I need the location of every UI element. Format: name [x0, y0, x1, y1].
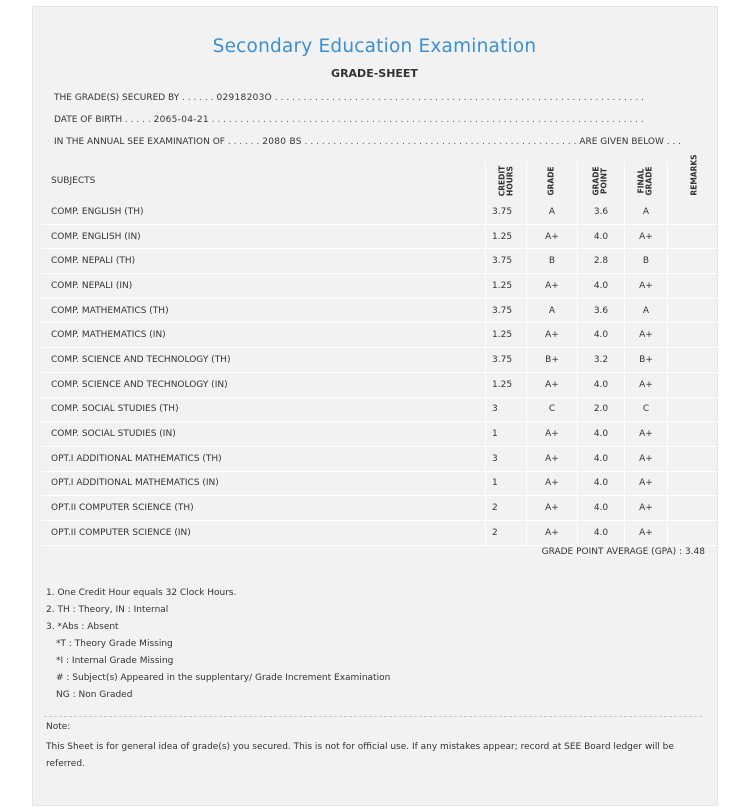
credit-cell: 1.25	[486, 274, 527, 299]
note-item: NG : Non Graded	[56, 690, 133, 700]
subject-cell: COMP. MATHEMATICS (IN)	[42, 323, 486, 348]
grade-cell: C	[527, 397, 578, 422]
grade-cell: A+	[527, 372, 578, 397]
grade-cell: A+	[527, 496, 578, 521]
final-grade-cell: A+	[625, 446, 668, 471]
credit-cell: 3.75	[486, 348, 527, 373]
grade-cell: A+	[527, 471, 578, 496]
table-row	[42, 446, 722, 471]
subject-cell: OPT.II COMPUTER SCIENCE (IN)	[42, 520, 486, 545]
credit-cell: 1	[486, 422, 527, 447]
table-header-row	[42, 162, 722, 200]
exam-suffix: ARE GIVEN BELOW . . .	[579, 137, 682, 147]
credit-cell: 1.25	[486, 372, 527, 397]
credit-hours-header: CREDIT HOURS	[486, 162, 527, 200]
credit-cell: 2	[486, 520, 527, 545]
divider	[44, 716, 702, 717]
subject-cell: OPT.I ADDITIONAL MATHEMATICS (TH)	[42, 446, 486, 471]
remarks-cell	[668, 422, 723, 447]
remarks-cell	[668, 224, 723, 249]
table-row	[42, 249, 722, 274]
exam-line: IN THE ANNUAL SEE EXAMINATION OF . . . . . . 2080 BS . . . . . . . . . . . . . . . . . . . . . . . . . . . . . . . . . . . . . . . . . . . . . . . . ARE GIVEN BELOW . . .	[54, 137, 682, 147]
remarks-cell	[668, 446, 723, 471]
symbol-number: 02918203O	[216, 93, 273, 103]
final-grade-cell: A+	[625, 422, 668, 447]
subject-cell: COMP. ENGLISH (IN)	[42, 224, 486, 249]
subject-cell: OPT.II COMPUTER SCIENCE (TH)	[42, 496, 486, 521]
credit-cell: 1.25	[486, 224, 527, 249]
final-grade-cell: A+	[625, 274, 668, 299]
exam-label: IN THE ANNUAL SEE EXAMINATION OF	[54, 137, 225, 147]
remarks-cell	[668, 496, 723, 521]
credit-cell: 3.75	[486, 200, 527, 224]
subject-cell: COMP. SCIENCE AND TECHNOLOGY (TH)	[42, 348, 486, 373]
grade-point-cell: 4.0	[578, 496, 625, 521]
final-grade-cell: A+	[625, 471, 668, 496]
gpa-summary	[542, 547, 705, 557]
grade-cell: A+	[527, 274, 578, 299]
subject-cell: COMP. ENGLISH (TH)	[42, 200, 486, 224]
final-grade-cell: A+	[625, 323, 668, 348]
grade-cell: A+	[527, 422, 578, 447]
table-row	[42, 200, 722, 224]
note-item: 3. *Abs : Absent	[46, 622, 119, 632]
grade-point-cell: 3.2	[578, 348, 625, 373]
note-item: # : Subject(s) Appeared in the supplentary/ Grade Increment Examination	[56, 673, 391, 683]
footer-note-label: Note:	[46, 722, 71, 732]
final-grade-cell: A+	[625, 224, 668, 249]
final-grade-cell: A+	[625, 372, 668, 397]
final-grade-cell: C	[625, 397, 668, 422]
subject-cell: COMP. NEPALI (IN)	[42, 274, 486, 299]
note-item: 2. TH : Theory, IN : Internal	[46, 605, 169, 615]
subject-cell: COMP. NEPALI (TH)	[42, 249, 486, 274]
credit-cell: 3	[486, 397, 527, 422]
remarks-cell	[668, 471, 723, 496]
table-row	[42, 372, 722, 397]
final-grade-cell: A+	[625, 520, 668, 545]
grade-point-cell: 4.0	[578, 323, 625, 348]
grade-cell: A	[527, 298, 578, 323]
grade-cell: A+	[527, 224, 578, 249]
grade-cell: A+	[527, 323, 578, 348]
gpa-value: 3.48	[684, 547, 705, 557]
grade-cell: A+	[527, 446, 578, 471]
table-row	[42, 496, 722, 521]
page-title: Secondary Education Examination	[212, 36, 537, 57]
final-grade-header: FINAL GRADE	[625, 162, 668, 200]
remarks-cell	[668, 200, 723, 224]
remarks-cell	[668, 323, 723, 348]
remarks-cell	[668, 249, 723, 274]
footer-note-text: This Sheet is for general idea of grade(s) you secured. This is not for official use. If any mistakes appear; record at SEE Board ledger will be referred.	[46, 742, 674, 769]
subject-cell: COMP. SCIENCE AND TECHNOLOGY (IN)	[42, 372, 486, 397]
remarks-cell	[668, 298, 723, 323]
note-item: 1. One Credit Hour equals 32 Clock Hours.	[46, 588, 237, 598]
remarks-cell	[668, 274, 723, 299]
grade-point-cell: 4.0	[578, 520, 625, 545]
secured-by-label: THE GRADE(S) SECURED BY	[54, 93, 180, 103]
table-row	[42, 348, 722, 373]
grade-point-cell: 2.0	[578, 397, 625, 422]
table-row	[42, 397, 722, 422]
table-row	[42, 298, 722, 323]
subject-cell: COMP. SOCIAL STUDIES (IN)	[42, 422, 486, 447]
grade-point-cell: 2.8	[578, 249, 625, 274]
credit-cell: 1	[486, 471, 527, 496]
grade-point-cell: 4.0	[578, 471, 625, 496]
remarks-cell	[668, 520, 723, 545]
sheet-subtitle: GRADE-SHEET	[331, 67, 418, 80]
grade-point-cell: 4.0	[578, 372, 625, 397]
table-row	[42, 422, 722, 447]
final-grade-cell: A	[625, 298, 668, 323]
exam-year: 2080 BS	[262, 137, 302, 147]
table-row	[42, 471, 722, 496]
grade-point-cell: 4.0	[578, 224, 625, 249]
table-row	[42, 520, 722, 545]
remarks-cell	[668, 348, 723, 373]
dob-label: DATE OF BIRTH	[54, 115, 123, 125]
note-item: *T : Theory Grade Missing	[56, 639, 173, 649]
credit-cell: 1.25	[486, 323, 527, 348]
remarks-header: REMARKS	[668, 162, 723, 200]
grade-point-cell: 4.0	[578, 446, 625, 471]
grade-point-cell: 3.6	[578, 200, 625, 224]
credit-cell: 3.75	[486, 249, 527, 274]
subject-cell: COMP. SOCIAL STUDIES (TH)	[42, 397, 486, 422]
remarks-cell	[668, 397, 723, 422]
final-grade-cell: A	[625, 200, 668, 224]
grade-point-header: GRADE POINT	[578, 162, 625, 200]
subject-cell: COMP. MATHEMATICS (TH)	[42, 298, 486, 323]
grade-cell: A	[527, 200, 578, 224]
grade-point-cell: 4.0	[578, 422, 625, 447]
secured-by-line: THE GRADE(S) SECURED BY . . . . . . 02918203O . . . . . . . . . . . . . . . . . . . . . . . . . . . . . . . . . . . . . . . . . . . . . . . . . . . . . . . . . . . . . . . . .	[54, 93, 644, 103]
grade-cell: B+	[527, 348, 578, 373]
table-row	[42, 323, 722, 348]
subjects-header: SUBJECTS	[51, 176, 96, 186]
grade-header: GRADE	[527, 162, 578, 200]
dob-value: 2065-04-21	[153, 115, 209, 125]
gpa-label: GRADE POINT AVERAGE (GPA) :	[541, 547, 683, 557]
grade-point-cell: 4.0	[578, 274, 625, 299]
table-row	[42, 224, 722, 249]
final-grade-cell: B+	[625, 348, 668, 373]
credit-cell: 3	[486, 446, 527, 471]
subject-cell: OPT.I ADDITIONAL MATHEMATICS (IN)	[42, 471, 486, 496]
legend-notes	[46, 585, 390, 704]
credit-cell: 2	[486, 496, 527, 521]
grade-cell: B	[527, 249, 578, 274]
table-row	[42, 274, 722, 299]
grade-point-cell: 3.6	[578, 298, 625, 323]
grade-cell: A+	[527, 520, 578, 545]
dob-line: DATE OF BIRTH . . . . . 2065-04-21 . . . . . . . . . . . . . . . . . . . . . . . . . . . . . . . . . . . . . . . . . . . . . . . . . . . . . . . . . . . . . . . . . . . . . . . . . . . .	[54, 115, 644, 125]
final-grade-cell: A+	[625, 496, 668, 521]
grades-table	[42, 154, 722, 546]
remarks-cell	[668, 372, 723, 397]
credit-cell: 3.75	[486, 298, 527, 323]
note-item: *I : Internal Grade Missing	[56, 656, 174, 666]
final-grade-cell: B	[625, 249, 668, 274]
